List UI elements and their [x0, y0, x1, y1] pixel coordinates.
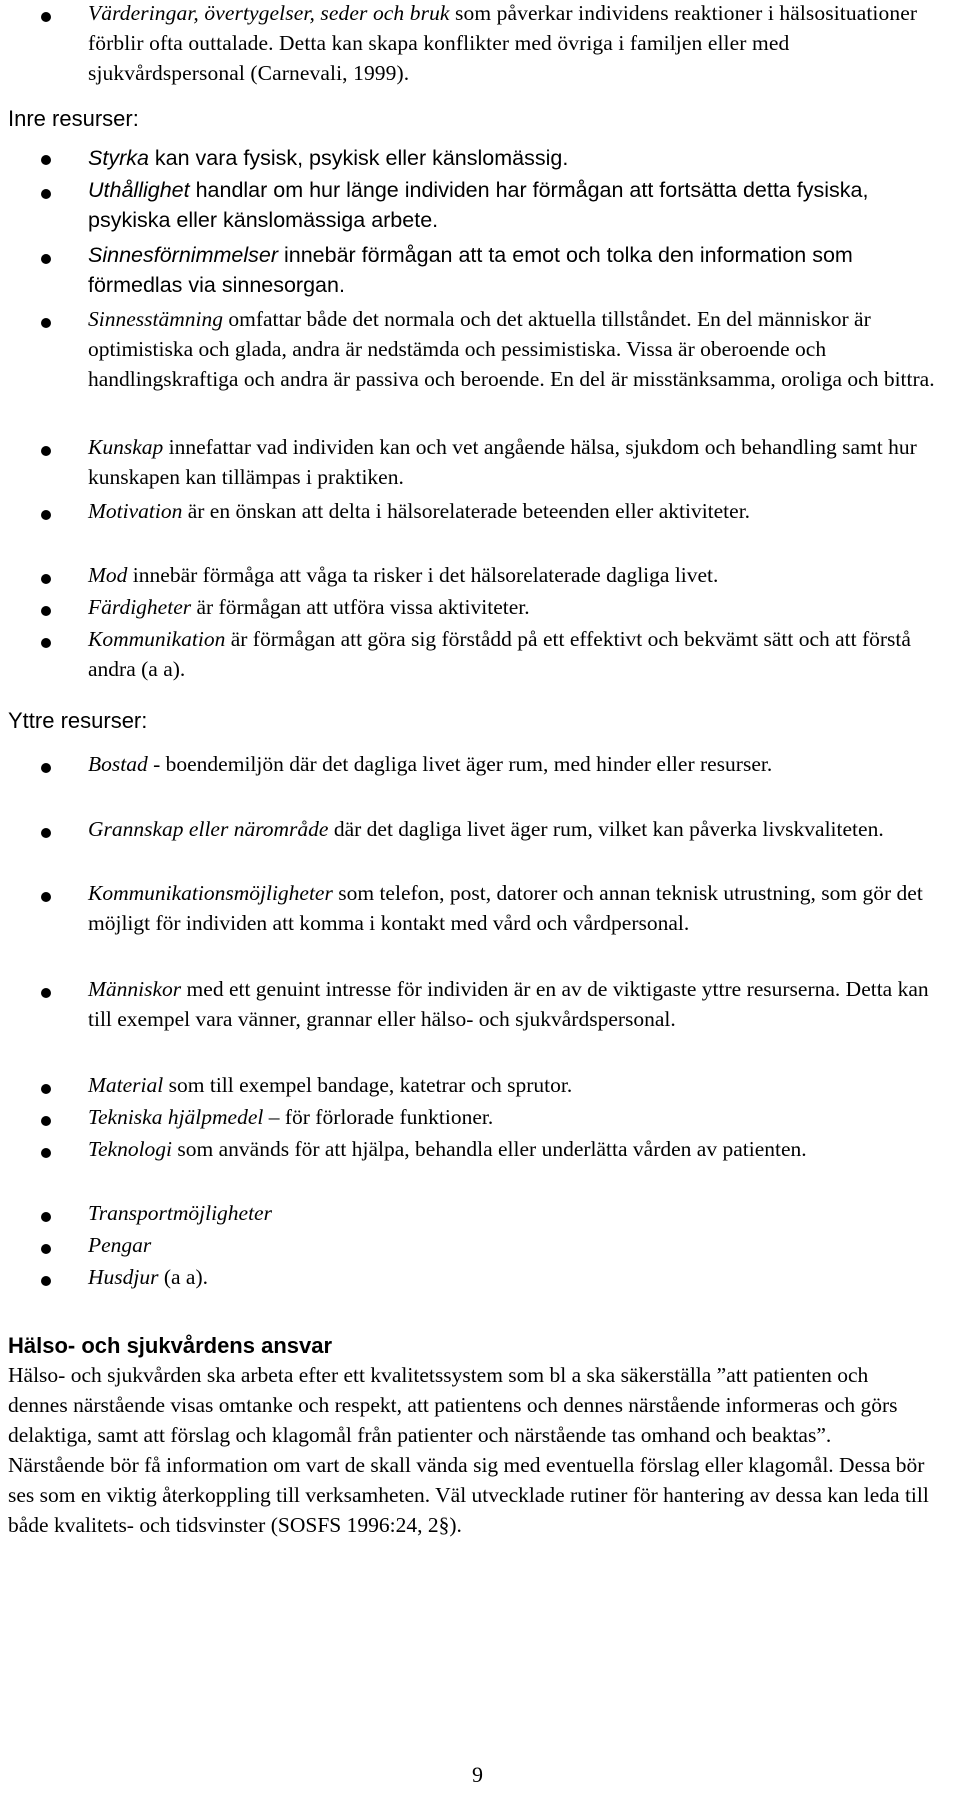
list-text: är en önskan att delta i hälsorelaterade beteenden eller aktiviteter. — [182, 499, 751, 523]
bullet-icon — [41, 1244, 51, 1254]
bullet-icon — [41, 155, 51, 165]
list-term: Färdigheter — [88, 595, 192, 619]
list-text: som till exempel bandage, katetrar och sprutor. — [163, 1073, 573, 1097]
list-text: innebär förmågan att ta emot och tolka den information som förmedlas via sinnesorgan. — [88, 243, 853, 297]
bullet-icon — [41, 318, 51, 328]
list-text: - boendemiljön där det dagliga livet äger rum, med hinder eller resurser. — [147, 752, 773, 776]
list-term: Teknologi — [88, 1137, 173, 1161]
bullet-icon — [41, 1212, 51, 1222]
bullet-icon — [41, 254, 51, 264]
page-number: 9 — [472, 1762, 483, 1787]
section-heading: Hälso- och sjukvårdens ansvar — [8, 1333, 333, 1358]
bullet-icon — [41, 1084, 51, 1094]
bullet-icon — [41, 828, 51, 838]
list-term: Grannskap eller närområde — [88, 817, 329, 841]
list-text: som används för att hjälpa, behandla eller underlätta vården av patienten. — [172, 1137, 807, 1161]
list-text: där det dagliga livet äger rum, vilket kan påverka livskvaliteten. — [328, 817, 884, 841]
list-text: är förmågan att utföra vissa aktiviteter. — [191, 595, 530, 619]
list-term: Material — [88, 1073, 164, 1097]
outer-resources-heading: Yttre resurser: — [8, 708, 148, 733]
list-term: Bostad — [88, 752, 148, 776]
list-term: Sinnesstämning — [88, 307, 223, 331]
list-term: Pengar — [88, 1233, 152, 1257]
list-text: som telefon, post, datorer och annan teknisk utrustning, som gör det möjligt för individen att komma i kontakt med vård och vårdpersonal. — [88, 881, 923, 935]
list-term: Mod — [88, 563, 128, 587]
list-term: Människor — [88, 977, 182, 1001]
list-term: Värderingar, övertygelser, seder och bruk — [88, 1, 450, 25]
bullet-icon — [41, 446, 51, 456]
list-text: innefattar vad individen kan och vet angående hälsa, sjukdom och behandling samt hur kunskapen kan tillämpas i praktiken. — [88, 435, 917, 489]
section-paragraph: Hälso- och sjukvården ska arbeta efter ett kvalitetssystem som bl a ska säkerställa ”att patienten och dennes närstående visas omtanke och respekt, att patientens och dennes närstående informeras och görs delaktiga, samt att förslag och klagomål från patienter och närstående tas omhand och beaktas”. Närstående bör få information om vart de skall vända sig med eventuella förslag eller klagomål. Dessa bör ses som en viktig återkoppling till verksamheten. Väl utvecklade rutiner för hantering av dessa kan leda till både kvalitets- och tidsvinster (SOSFS 1996:24, 2§). — [8, 1363, 929, 1537]
list-text: handlar om hur länge individen har förmågan att fortsätta detta fysiska, psykiska eller känslomässiga arbete. — [88, 178, 869, 232]
bullet-icon — [41, 763, 51, 773]
bullet-icon — [41, 988, 51, 998]
list-term: Motivation — [88, 499, 183, 523]
list-text: omfattar både det normala och det aktuella tillståndet. En del människor är optimistiska och glada, andra är nedstämda och pessimistiska. Vissa är oberoende och handlingskraftiga och andra är passiva och beroende. En del är misstänksamma, oroliga och bittra. — [88, 307, 935, 391]
list-term: Transportmöjligheter — [88, 1201, 272, 1225]
inner-resources-heading: Inre resurser: — [8, 106, 139, 131]
list-term: Kommunikationsmöjligheter — [88, 881, 333, 905]
list-term: Sinnesförnimmelser — [88, 243, 278, 267]
list-term: Tekniska hjälpmedel — [88, 1105, 264, 1129]
bullet-icon — [41, 189, 51, 199]
list-term: Styrka — [88, 146, 149, 170]
bullet-icon — [41, 1276, 51, 1286]
bullet-icon — [41, 638, 51, 648]
bullet-icon — [41, 1116, 51, 1126]
bullet-icon — [41, 606, 51, 616]
list-term: Uthållighet — [88, 178, 190, 202]
list-term: Kunskap — [88, 435, 164, 459]
bullet-icon — [41, 12, 51, 22]
bullet-icon — [41, 892, 51, 902]
list-text: – för förlorade funktioner. — [263, 1105, 494, 1129]
list-text: som påverkar individens reaktioner i hälsosituationer förblir ofta outtalade. Detta kan skapa konflikter med övriga i familjen eller med sjukvårdspersonal (Carnevali, 1999). — [88, 1, 918, 85]
list-text: innebär förmåga att våga ta risker i det hälsorelaterade dagliga livet. — [127, 563, 719, 587]
list-text: är förmågan att göra sig förstådd på ett effektivt och bekvämt sätt och att förstå andra (a a). — [88, 627, 911, 681]
list-text: med ett genuint intresse för individen är en av de viktigaste yttre resurserna. Detta kan till exempel vara vänner, grannar eller hälso- och sjukvårdspersonal. — [88, 977, 929, 1031]
list-text: kan vara fysisk, psykisk eller känslomässig. — [148, 146, 569, 170]
list-term: Husdjur — [88, 1265, 159, 1289]
bullet-icon — [41, 510, 51, 520]
list-text: (a a). — [158, 1265, 209, 1289]
bullet-icon — [41, 1148, 51, 1158]
bullet-icon — [41, 574, 51, 584]
list-term: Kommunikation — [88, 627, 226, 651]
